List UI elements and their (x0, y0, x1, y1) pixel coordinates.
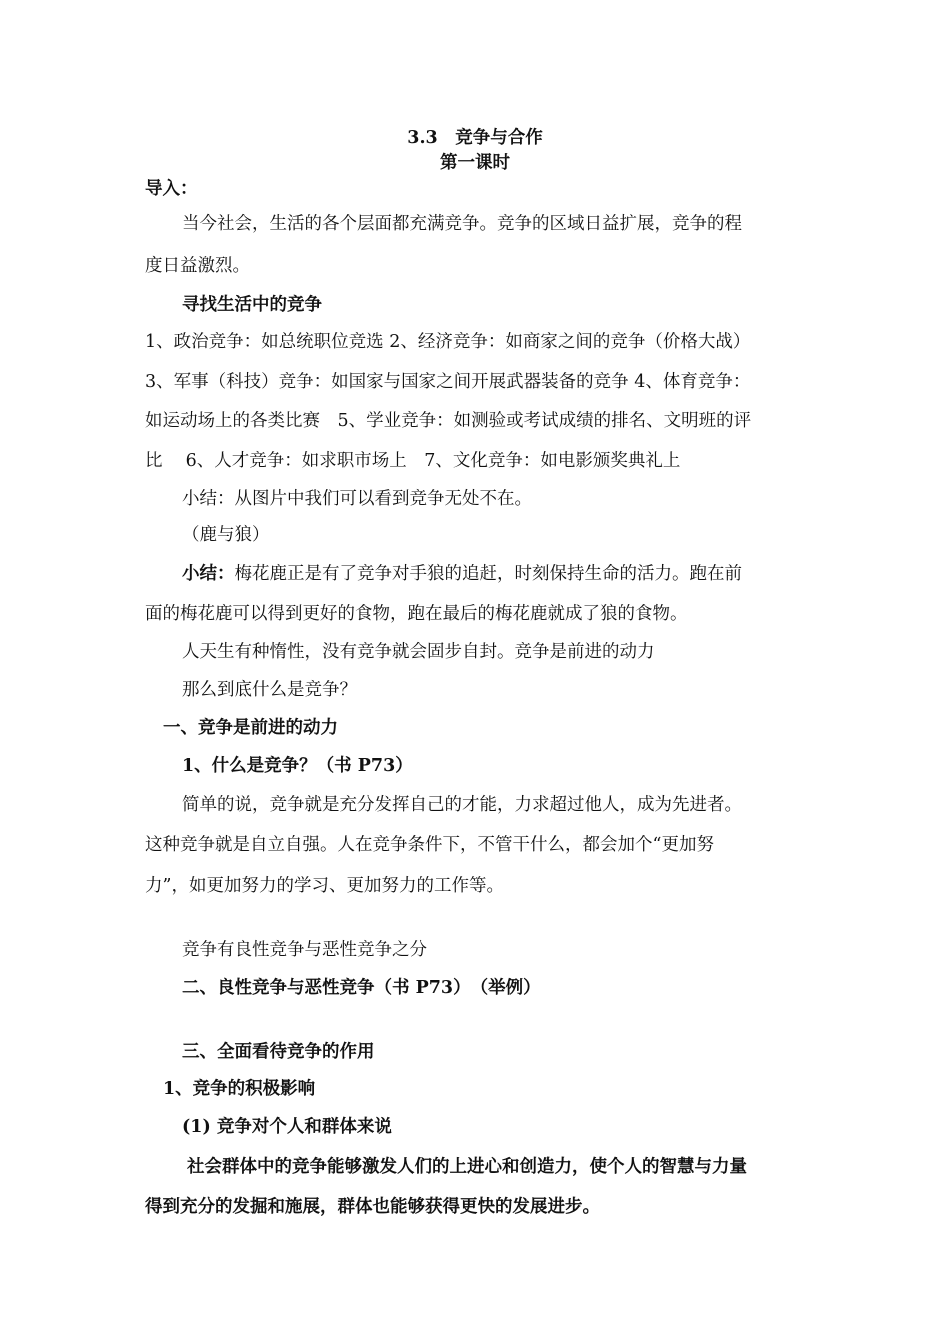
competition-list-line-4: 比 6、人才竞争：如求职市场上 7、文化竞争：如电影颁奖典礼上 (145, 451, 681, 471)
definition-line-1: 简单的说，竞争就是充分发挥自己的才能，力求超过他人，成为先进者。 (182, 795, 742, 815)
subsection-3-1-heading: 1、竞争的积极影响 (163, 1079, 316, 1099)
section-3-heading: 三、全面看待竞争的作用 (182, 1042, 375, 1062)
effect-line-2: 得到充分的发掘和施展，群体也能够获得更快的发展进步。 (145, 1197, 600, 1217)
definition-line-3: 力”，如更加努力的学习、更加努力的工作等。 (145, 876, 504, 896)
intro-paragraph-line-2: 度日益激烈。 (145, 256, 250, 276)
summary-2-line-2: 面的梅花鹿可以得到更好的食物，跑在最后的梅花鹿就成了狼的食物。 (145, 604, 688, 624)
intro-paragraph-line-1: 当今社会，生活的各个层面都充满竞争。竞争的区域日益扩展，竞争的程 (182, 214, 742, 234)
subsection-1-1-heading: 1、什么是竞争？（书 P73） (182, 756, 413, 776)
summary-1: 小结：从图片中我们可以看到竞争无处不在。 (182, 489, 532, 509)
competition-list-line-1: 1、政治竞争：如总统职位竞选 2、经济竞争：如商家之间的竞争（价格大战） (145, 332, 751, 352)
subsection-3-1-1-heading: (1) 竞争对个人和群体来说 (182, 1117, 392, 1137)
definition-line-2: 这种竞争就是自立自强。人在竞争条件下，不管干什么，都会加个“更加努 (145, 835, 714, 855)
section-2-heading: 二、良性竞争与恶性竞争（书 P73） （举例） (182, 978, 541, 998)
question: 那么到底什么是竞争？ (182, 680, 357, 700)
deer-and-wolf: （鹿与狼） (182, 525, 270, 545)
competition-kinds: 竞争有良性竞争与恶性竞争之分 (182, 940, 427, 960)
lazy-statement: 人天生有种惰性，没有竞争就会固步自封。竞争是前进的动力 (182, 642, 655, 662)
summary-2-line-1 (182, 562, 742, 586)
intro-heading: 导入： (145, 179, 198, 199)
lesson-subtitle: 第一课时 (440, 153, 510, 173)
find-competition-heading: 寻找生活中的竞争 (182, 295, 322, 315)
summary-2-text: 梅花鹿正是有了竞争对手狼的追赶，时刻保持生命的活力。跑在前 (234, 564, 742, 584)
summary-2-label: 小结： (182, 564, 235, 584)
competition-list-line-3: 如运动场上的各类比赛 5、学业竞争：如测验或考试成绩的排名、文明班的评 (145, 411, 752, 431)
lesson-title: 3.3 竞争与合作 (407, 128, 543, 148)
effect-line-1: 社会群体中的竞争能够激发人们的上进心和创造力，使个人的智慧与力量 (187, 1157, 747, 1177)
section-1-heading: 一、竞争是前进的动力 (163, 718, 338, 738)
competition-list-line-2: 3、军事（科技）竞争：如国家与国家之间开展武器装备的竞争 4、体育竞争： (145, 372, 751, 392)
